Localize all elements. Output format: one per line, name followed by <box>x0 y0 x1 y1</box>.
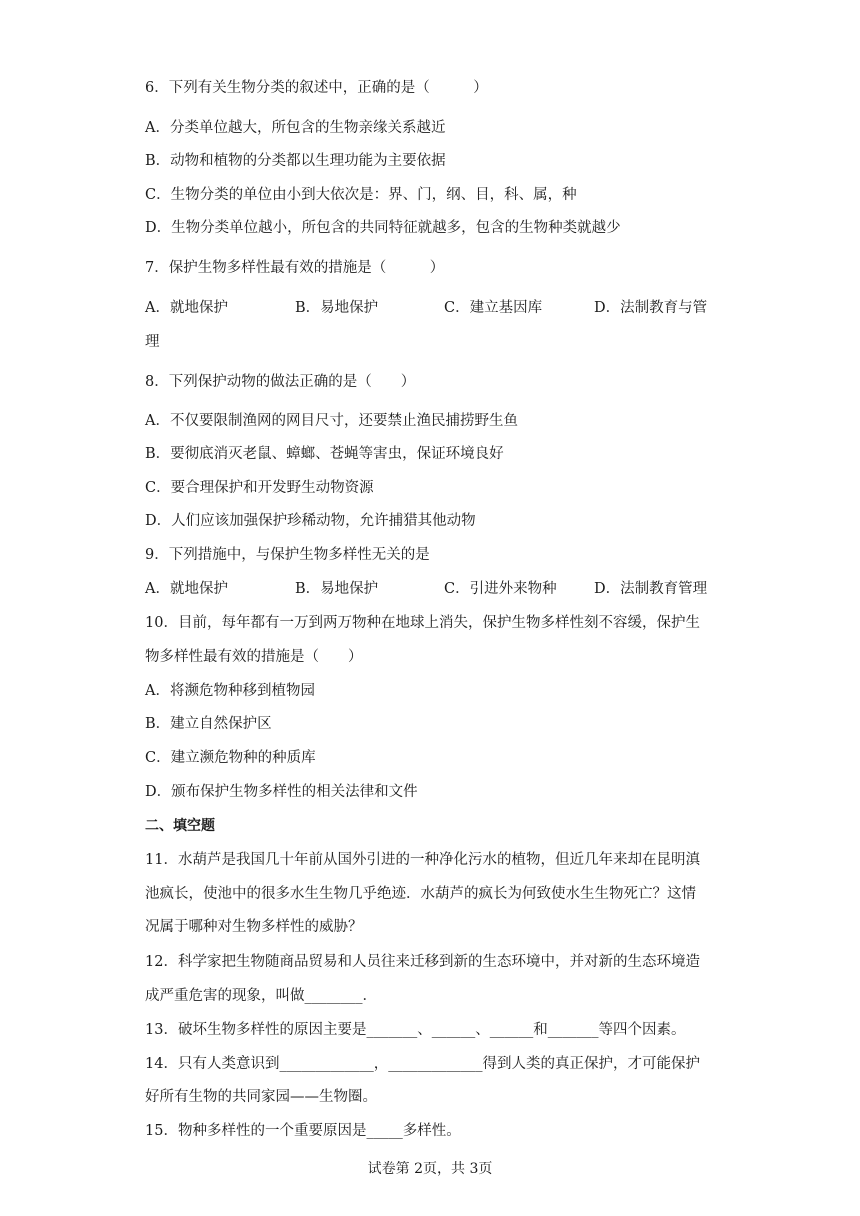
q12-line1: 12．科学家把生物随商品贸易和人员往来迁移到新的生态环境中，并对新的生态环境造 <box>145 954 700 970</box>
q7-option-a[interactable]: A．就地保护 <box>145 300 228 316</box>
q14-line1[interactable]: 14．只有人类意识到_____________，_____________得到人类的真正保护，才可能保护 <box>145 1056 700 1072</box>
q6-option-b[interactable]: B．动物和植物的分类都以生理功能为主要依据 <box>145 153 446 169</box>
page-footer: 试卷第 2页，共 3页 <box>367 1161 493 1177</box>
q14-line2: 好所有生物的共同家园——生物圈。 <box>145 1089 377 1105</box>
q9-stem: 9．下列措施中，与保护生物多样性无关的是 <box>145 547 430 563</box>
q7-option-d-continued: 理 <box>145 334 160 350</box>
q6-option-a[interactable]: A．分类单位越大，所包含的生物亲缘关系越近 <box>145 120 446 136</box>
section-heading: 二、填空题 <box>145 818 215 834</box>
q6-option-c[interactable]: C．生物分类的单位由小到大依次是：界、门，纲、目，科、属，种 <box>145 187 577 203</box>
q9-option-a[interactable]: A．就地保护 <box>145 581 228 597</box>
q8-option-a[interactable]: A．不仅要限制渔网的网目尺寸，还要禁止渔民捕捞野生鱼 <box>145 413 518 429</box>
q15-line1[interactable]: 15．物种多样性的一个重要原因是_____多样性。 <box>145 1123 461 1139</box>
q7-stem: 7．保护生物多样性最有效的措施是（ ） <box>145 260 445 276</box>
q8-option-b[interactable]: B．要彻底消灭老鼠、蟑螂、苍蝇等害虫，保证环境良好 <box>145 446 504 462</box>
q10-option-d[interactable]: D．颁布保护生物多样性的相关法律和文件 <box>145 784 418 800</box>
q11-line1: 11．水葫芦是我国几十年前从国外引进的一种净化污水的植物，但近几年来却在昆明滇 <box>145 852 700 868</box>
q7-option-b[interactable]: B．易地保护 <box>295 300 379 316</box>
q7-option-c[interactable]: C．建立基因库 <box>444 300 543 316</box>
q9-option-c[interactable]: C．引进外来物种 <box>444 581 557 597</box>
q9-option-b[interactable]: B．易地保护 <box>295 581 379 597</box>
q8-option-d[interactable]: D．人们应该加强保护珍稀动物，允许捕猎其他动物 <box>145 513 476 529</box>
q13-line1[interactable]: 13．破坏生物多样性的原因主要是_______、______、______和_______等四个因素。 <box>145 1022 686 1038</box>
q7-option-d[interactable]: D．法制教育与管 <box>594 300 708 316</box>
q11-line2: 池疯长，使池中的很多水生生物几乎绝迹．水葫芦的疯长为何致使水生生物死亡？这情 <box>145 886 696 902</box>
q10-stem-line1: 10．目前，每年都有一万到两万物种在地球上消失，保护生物多样性刻不容缓，保护生 <box>145 615 700 631</box>
q11-line3: 况属于哪种对生物多样性的威胁？ <box>145 919 363 935</box>
q12-line2[interactable]: 成严重危害的现象，叫做________． <box>145 988 377 1004</box>
q9-option-d[interactable]: D．法制教育管理 <box>594 581 708 597</box>
q10-option-c[interactable]: C．建立濒危物种的种质库 <box>145 750 316 766</box>
q10-option-a[interactable]: A．将濒危物种移到植物园 <box>145 683 315 699</box>
q10-option-b[interactable]: B．建立自然保护区 <box>145 716 272 732</box>
q10-stem-line2: 物多样性最有效的措施是（ ） <box>145 649 363 665</box>
q8-option-c[interactable]: C．要合理保护和开发野生动物资源 <box>145 480 374 496</box>
q8-stem: 8．下列保护动物的做法正确的是（ ） <box>145 374 416 390</box>
q6-stem: 6．下列有关生物分类的叙述中，正确的是（ ） <box>145 80 488 96</box>
q6-option-d[interactable]: D．生物分类单位越小，所包含的共同特征就越多，包含的生物种类就越少 <box>145 220 621 236</box>
